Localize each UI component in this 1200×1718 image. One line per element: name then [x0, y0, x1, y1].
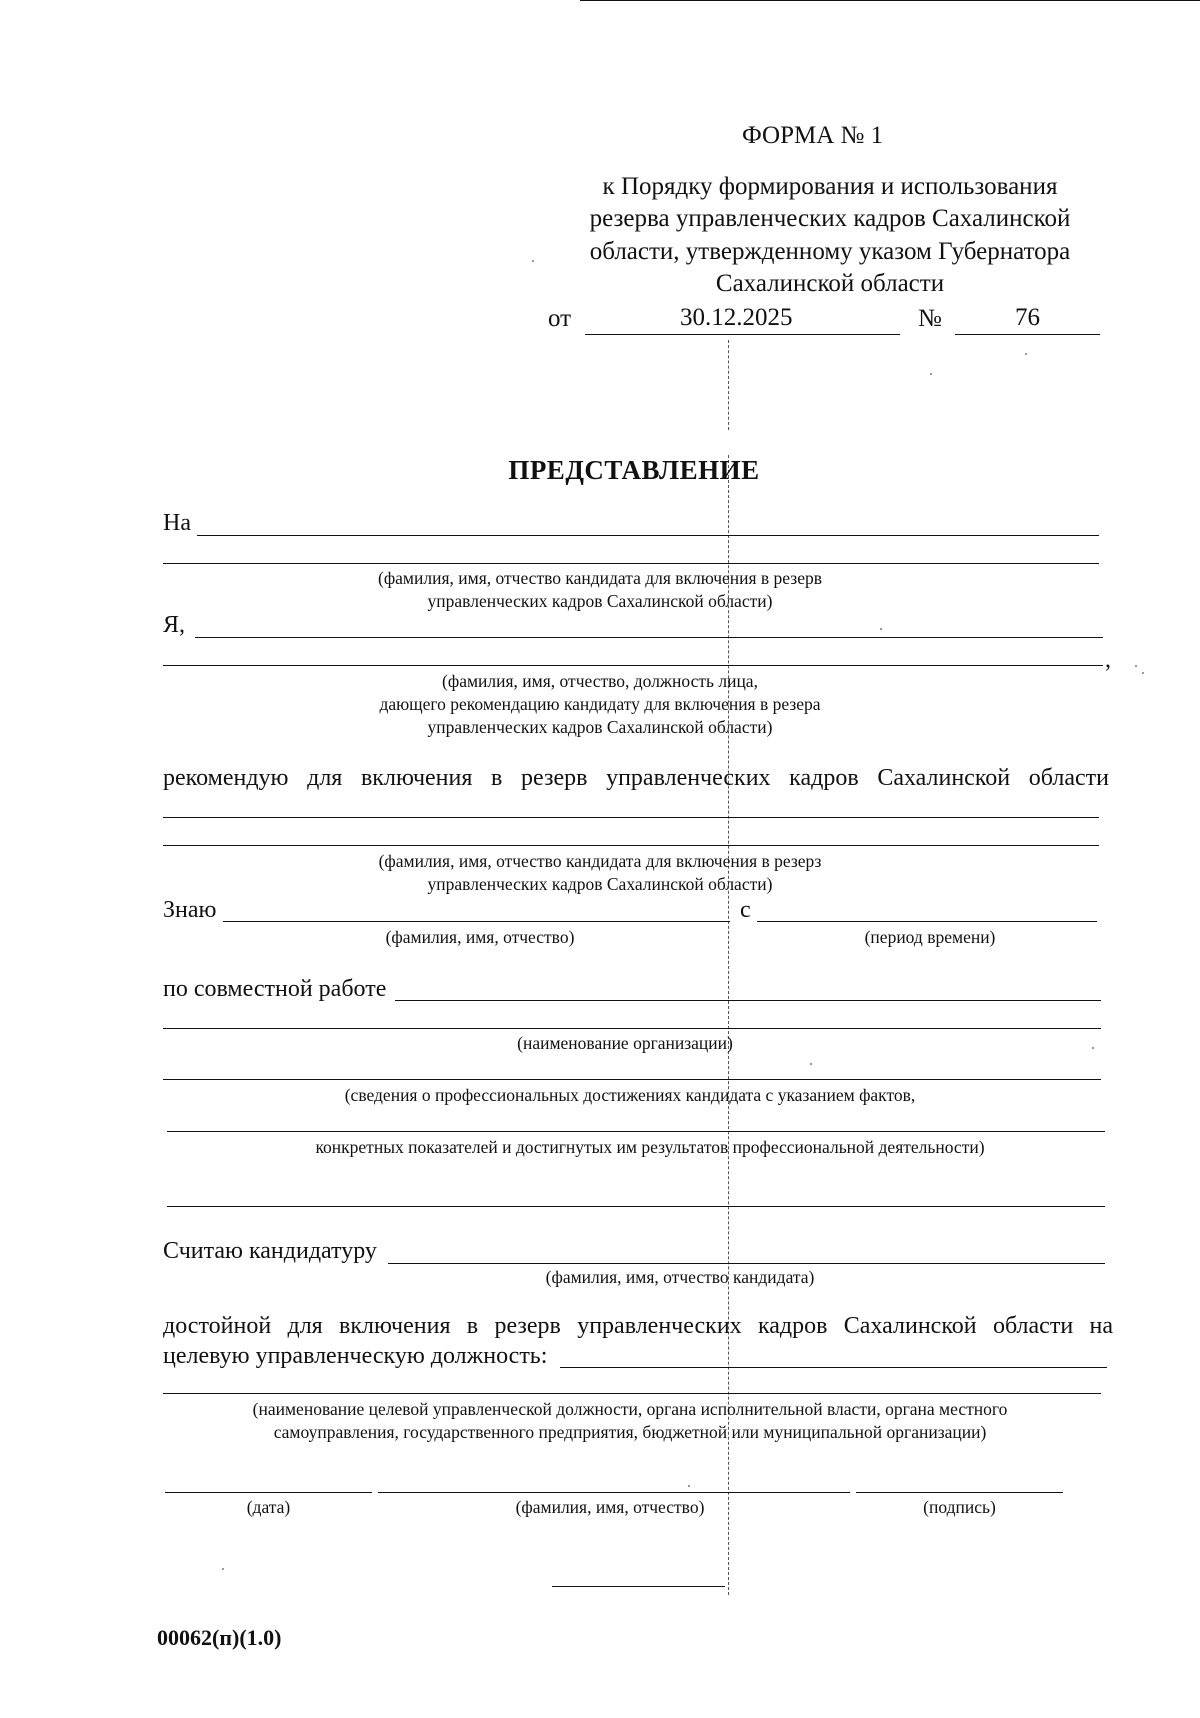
know-period-caption: (период времени) — [864, 927, 996, 947]
sign-signature-caption: (подпись) — [923, 1497, 996, 1517]
scan-speck — [810, 1063, 812, 1065]
recommend-line-1[interactable] — [163, 817, 1099, 818]
recommend-text: рекомендую для включения в резерв управленческих кадров Сахалинской области — [163, 765, 1109, 791]
scan-speck — [222, 1568, 224, 1570]
know-name-line[interactable] — [223, 921, 730, 922]
na-caption-1: (фамилия, имя, отчество кандидата для включения в резерв — [378, 568, 822, 588]
ya-trailing-comma: , — [1105, 647, 1111, 673]
achievements-caption-1: (сведения о профессиональных достижениях кандидата с указанием фактов, — [344, 1085, 916, 1105]
ya-caption-1: (фамилия, имя, отчество, должность лица, — [442, 671, 758, 691]
know-from-label: с — [740, 897, 751, 923]
consider-caption: (фамилия, имя, отчество кандидата) — [545, 1267, 815, 1287]
ya-caption-3: управленческих кадров Сахалинской области) — [427, 717, 773, 737]
ya-caption-2: дающего рекомендацию кандидату для включения в резера — [379, 694, 821, 714]
scan-speck — [1135, 665, 1137, 667]
na-label: На — [163, 510, 191, 536]
sign-name-line[interactable] — [378, 1492, 850, 1493]
target-caption-2: самоуправления, государственного предприятия, бюджетной или муниципальной организации) — [273, 1422, 987, 1442]
consider-label: Считаю кандидатуру — [163, 1238, 377, 1264]
ya-line-1[interactable] — [195, 637, 1103, 638]
org-caption: (наименование организации) — [517, 1033, 733, 1053]
appendix-line-1: к Порядку формирования и использования — [602, 173, 1058, 200]
appendix-line-4: Сахалинской области — [715, 270, 945, 297]
joint-work-line-2[interactable] — [163, 1028, 1101, 1029]
target-line-1[interactable] — [560, 1367, 1107, 1368]
sign-name-caption: (фамилия, имя, отчество) — [515, 1497, 705, 1517]
recommend-caption-1: (фамилия, имя, отчество кандидата для включения в резерз — [378, 851, 822, 871]
sign-date-caption: (дата) — [246, 1497, 291, 1517]
na-line-1[interactable] — [197, 535, 1099, 536]
worthy-text: достойной для включения в резерв управленческих кадров Сахалинской области на — [163, 1313, 1113, 1339]
scan-speck — [532, 260, 534, 262]
know-period-line[interactable] — [757, 921, 1097, 922]
document-title: ПРЕДСТАВЛЕНИЕ — [508, 455, 760, 485]
number-sign: № — [918, 305, 942, 332]
number-value: 76 — [1015, 304, 1040, 331]
joint-work-line-1[interactable] — [395, 1000, 1101, 1001]
consider-line[interactable] — [388, 1263, 1105, 1264]
scan-speck — [1092, 1047, 1094, 1049]
number-underline — [955, 334, 1100, 335]
date-underline — [585, 334, 900, 335]
know-label: Знаю — [163, 897, 217, 923]
achievements-line-3[interactable] — [167, 1206, 1105, 1207]
scan-speck — [930, 373, 932, 375]
sign-signature-line[interactable] — [856, 1492, 1063, 1493]
scan-speck — [1142, 672, 1144, 674]
ya-line-2[interactable] — [163, 665, 1103, 666]
na-line-2[interactable] — [163, 563, 1099, 564]
achievements-caption-2: конкретных показателей и достигнутых им результатов профессиональной деятельности) — [315, 1137, 985, 1157]
ya-label: Я, — [163, 612, 186, 638]
appendix-line-3: области, утвержденному указом Губернатора — [589, 238, 1071, 265]
footer-form-code: 00062(п)(1.0) — [157, 1625, 282, 1650]
date-prefix: от — [548, 305, 572, 332]
sign-date-line[interactable] — [165, 1492, 372, 1493]
achievements-line-2[interactable] — [167, 1131, 1105, 1132]
na-caption-2: управленческих кадров Сахалинской области) — [427, 591, 773, 611]
target-line-2[interactable] — [163, 1393, 1101, 1394]
target-label: целевую управленческую должность: — [163, 1343, 548, 1369]
recommend-caption-2: управленческих кадров Сахалинской области) — [427, 874, 773, 894]
scan-fold-mark — [728, 340, 729, 430]
extra-short-line — [552, 1586, 725, 1587]
scan-speck — [688, 1485, 690, 1487]
achievements-line-1[interactable] — [163, 1079, 1101, 1080]
scan-speck — [880, 628, 882, 630]
know-name-caption: (фамилия, имя, отчество) — [385, 927, 575, 947]
recommend-line-2[interactable] — [163, 845, 1099, 846]
scan-speck — [1025, 353, 1027, 355]
top-edge-line — [580, 0, 1200, 1]
joint-work-label: по совместной работе — [163, 976, 387, 1002]
date-value: 30.12.2025 — [680, 304, 793, 331]
form-number-title: ФОРМА № 1 — [742, 122, 884, 149]
appendix-line-2: резерва управленческих кадров Сахалинской — [589, 205, 1071, 232]
target-caption-1: (наименование целевой управленческой должности, органа исполнительной власти, органа местного — [252, 1399, 1008, 1419]
